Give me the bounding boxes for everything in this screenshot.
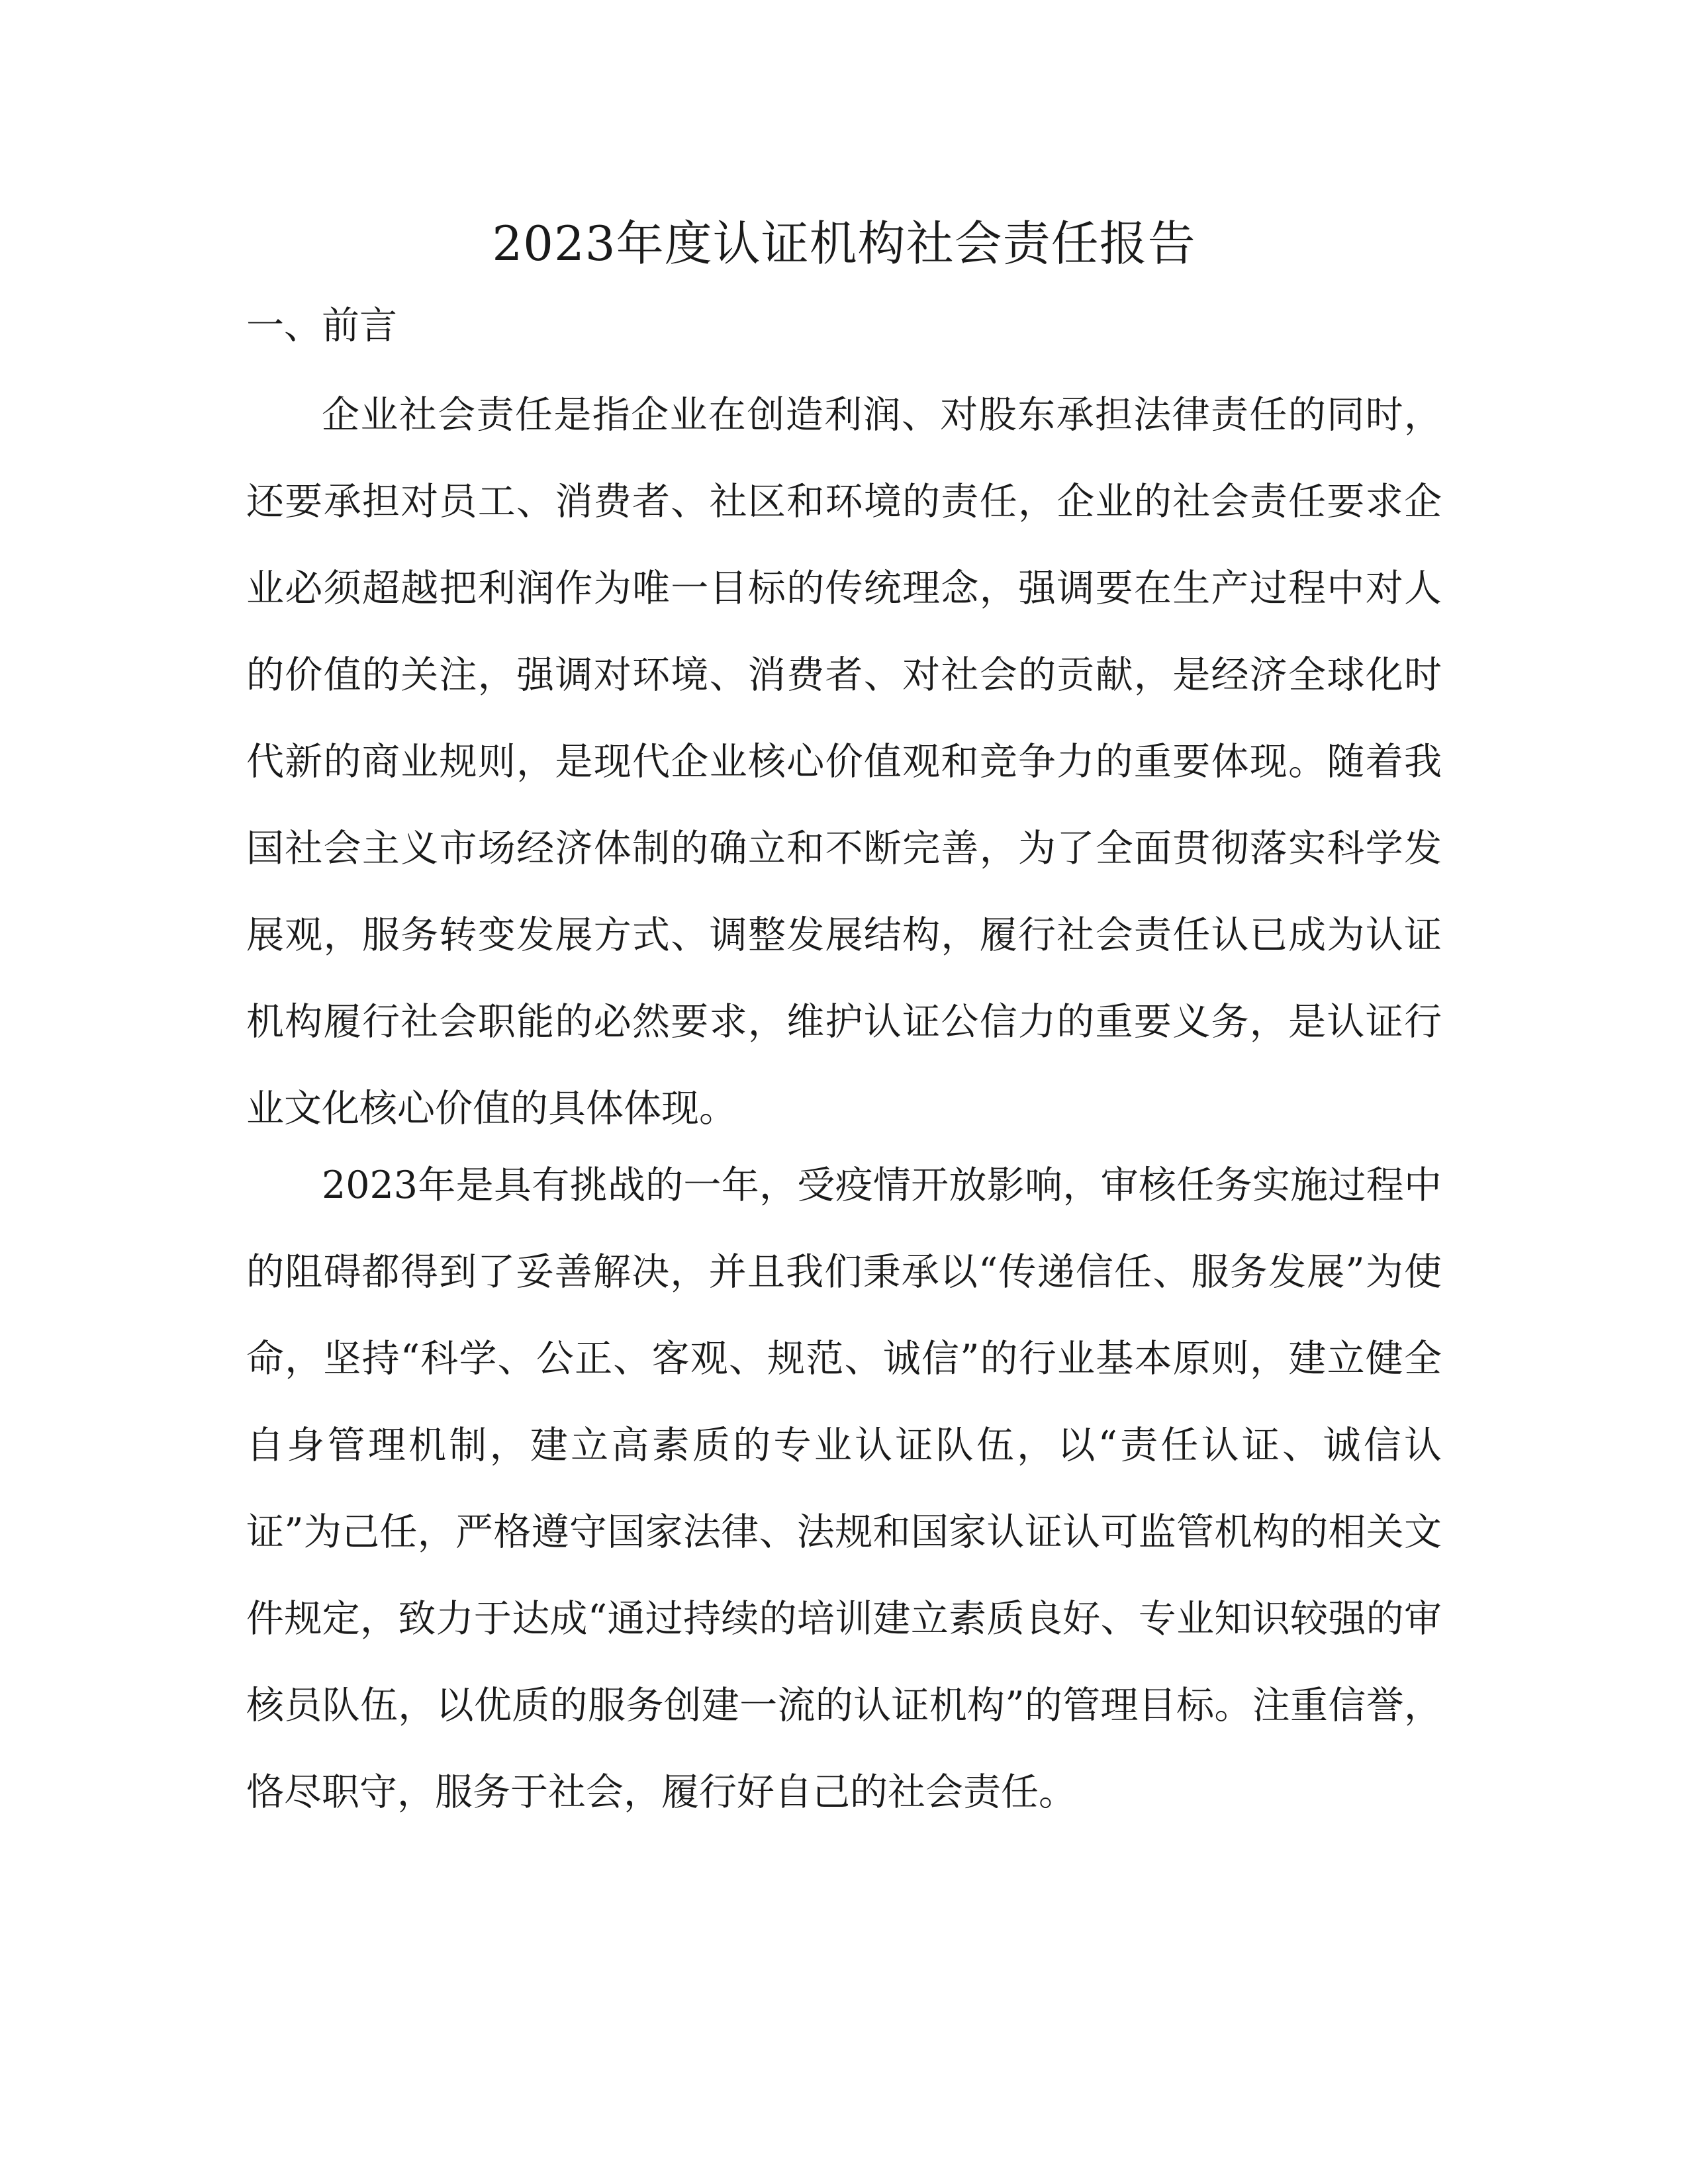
paragraph-2023-overview: 2023年是具有挑战的一年，受疫情开放影响，审核任务实施过程中的阻碍都得到了妥善解决，并且我们秉承以“传递信任、服务发展”为使命，坚持“科学、公正、客观、规范、诚信”的行业基本原则，建立健全自身管理机制，建立高素质的专业认证队伍，以“责任认证、诚信认证”为己任，严格遵守国家法律、法规和国家认证认可监管机构的相关文件规定，致力于达成“通过持续的培训建立素质良好、专业知识较强的审核员队伍，以优质的服务创建一流的认证机构”的管理目标。注重信誉，恪尽职守，服务于社会，履行好自己的社会责任。 [246,1163,1442,1814]
document-title: 2023年度认证机构社会责任报告 [492,216,1196,271]
section-heading-preface: 一、前言 [246,304,397,347]
paragraph-csr-definition: 企业社会责任是指企业在创造利润、对股东承担法律责任的同时，还要承担对员工、消费者、社区和环境的责任，企业的社会责任要求企业必须超越把利润作为唯一目标的传统理念，强调要在生产过程中对人的价值的关注，强调对环境、消费者、对社会的贡献，是经济全球化时代新的商业规则，是现代企业核心价值观和竞争力的重要体现。随着我国社会主义市场经济体制的确立和不断完善，为了全面贯彻落实科学发展观，服务转变发展方式、调整发展结构，履行社会责任认已成为认证机构履行社会职能的必然要求，维护认证公信力的重要义务，是认证行业文化核心价值的具体体现。 [246,393,1442,1130]
